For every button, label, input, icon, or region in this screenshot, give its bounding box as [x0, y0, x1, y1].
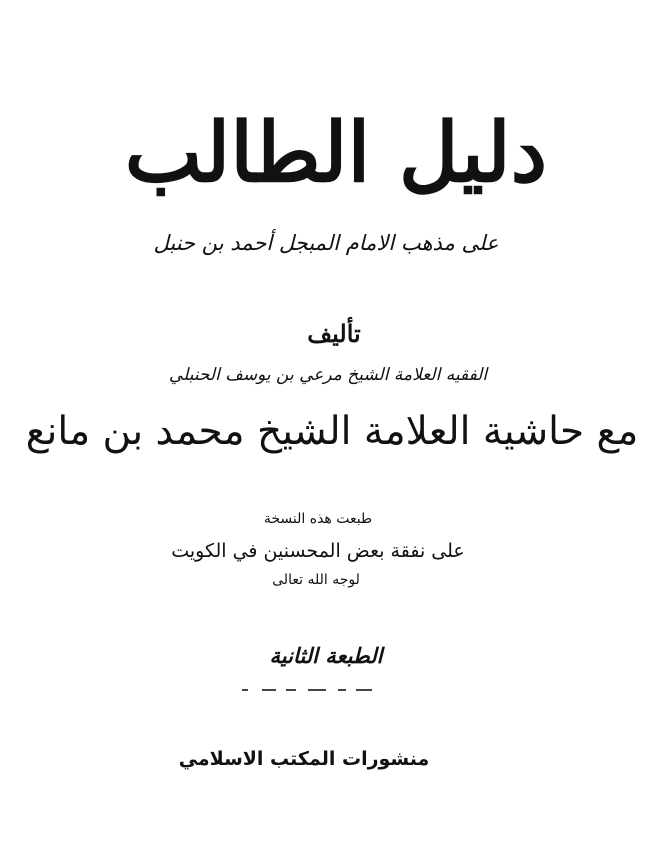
author-name: الفقيه العلامة الشيخ مرعي بن يوسف الحنبلي	[168, 365, 488, 385]
commentary-line: مع حاشية العلامة الشيخ محمد بن مانع	[25, 409, 639, 454]
funding-note: على نفقة بعض المحسنين في الكويت	[171, 540, 465, 562]
publisher-imprint: منشورات المكتب الاسلامي	[178, 748, 430, 770]
print-smudge	[242, 689, 378, 692]
authorship-label: تأليف	[307, 319, 361, 348]
printed-note: طبعت هذه النسخة	[263, 511, 373, 527]
book-subtitle: على مذهب الامام المبجل أحمد بن حنبل	[153, 231, 499, 255]
book-title: دليل الطالب	[124, 105, 548, 201]
edition-label: الطبعة الثانية	[269, 643, 383, 668]
dedication-note: لوجه الله تعالى	[272, 572, 360, 588]
